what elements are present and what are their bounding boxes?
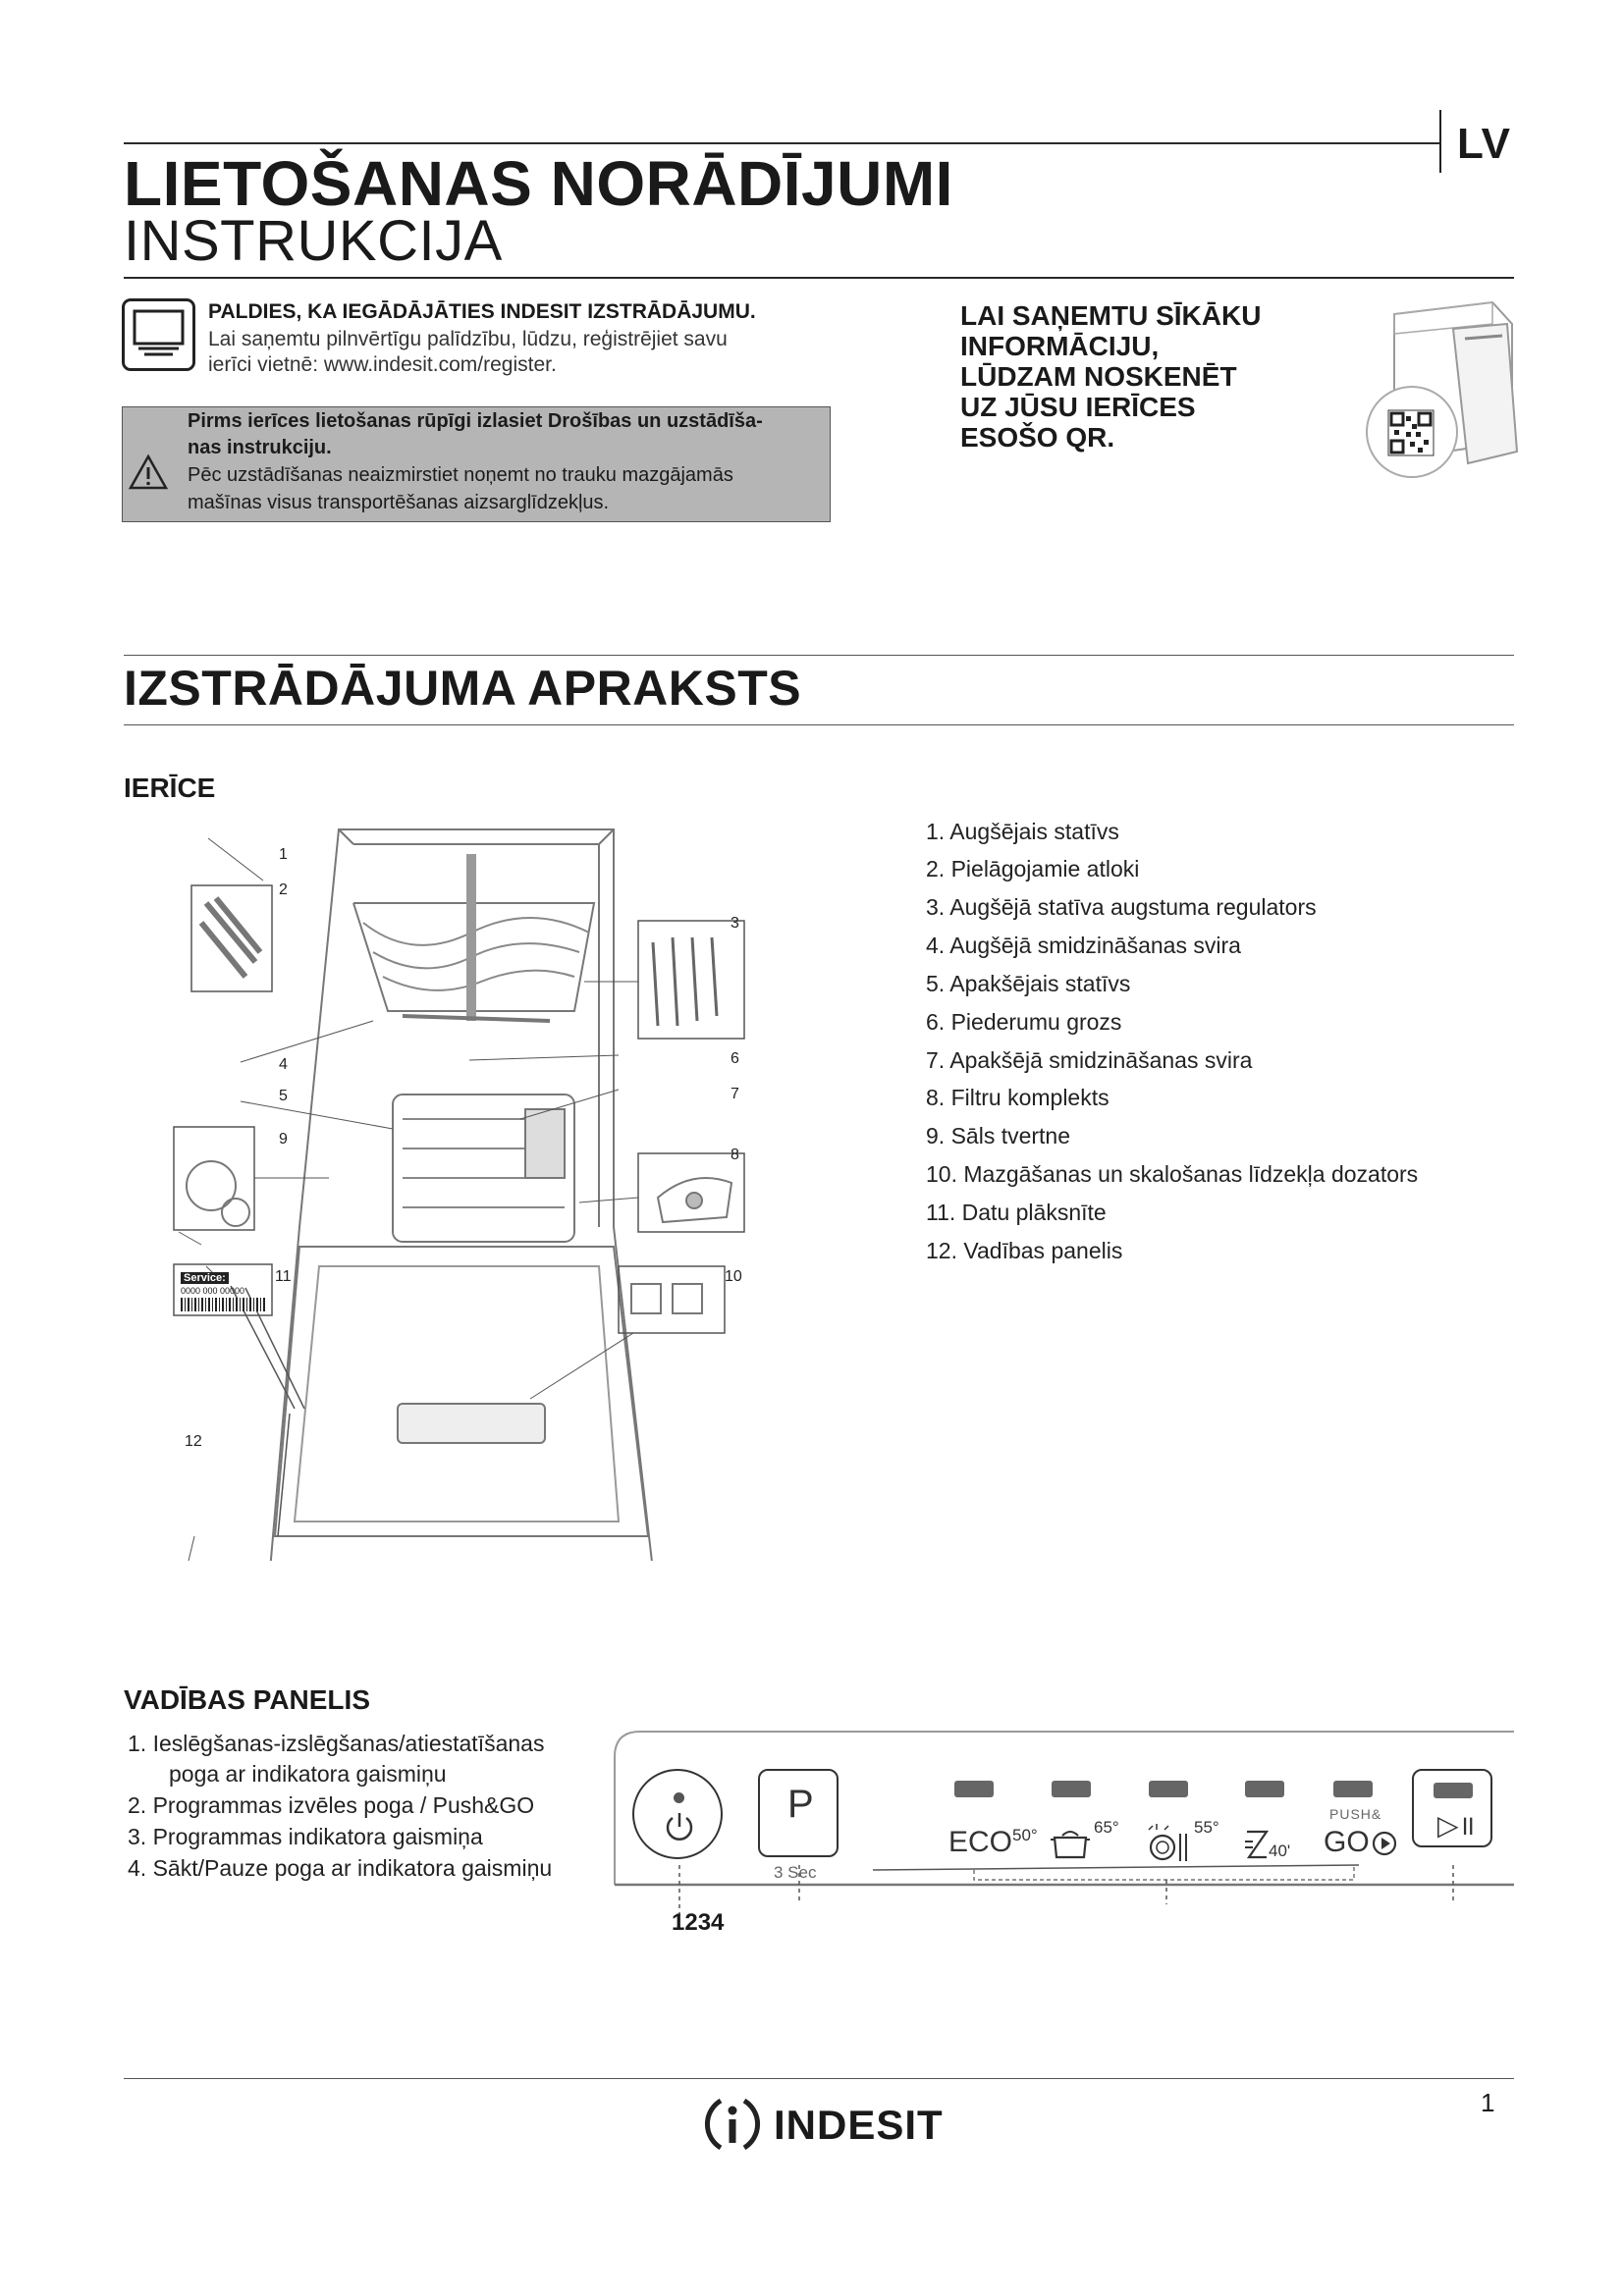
qr-notice-line: LAI SAŅEMTU SĪKĀKU	[960, 300, 1262, 331]
intensive-temperature: 65°	[1094, 1818, 1119, 1837]
eco-program-label	[948, 1826, 1038, 1859]
diagram-label-8: 8	[731, 1147, 739, 1163]
header-bottom-rule	[124, 277, 1514, 279]
program-indicator-led	[1333, 1781, 1373, 1797]
start-pause-indicator-led	[1434, 1783, 1473, 1798]
monitor-icon	[122, 298, 195, 371]
brand-name: INDESIT	[774, 2102, 944, 2148]
program-button-label: P	[787, 1783, 814, 1826]
part-list-item: 8. Filtru komplekts	[926, 1085, 1110, 1110]
hold-duration-label: 3 Sec	[774, 1863, 817, 1882]
control-panel-heading: VADĪBAS PANELIS	[124, 1684, 370, 1715]
section-bottom-rule	[124, 724, 1514, 725]
eco-temperature: 50°	[1012, 1826, 1038, 1844]
eco-text: ECO	[948, 1826, 1013, 1858]
diagram-label-12: 12	[185, 1433, 202, 1450]
part-list-item: 10. Mazgāšanas un skalošanas līdzekļa dozators	[926, 1161, 1419, 1187]
registration-text-1: Lai saņemtu pilnvērtīgu palīdzību, lūdzu, reģistrējiet savu	[208, 328, 728, 350]
dishwasher-diagram	[157, 815, 766, 1561]
control-list-item-4: 4. Sākt/Pauze poga ar indikatora gaismiņu	[128, 1855, 553, 1881]
play-pause-icon: ▷॥	[1437, 1810, 1476, 1841]
page-number: 1	[1481, 2088, 1495, 2117]
program-indicator-led	[1149, 1781, 1188, 1797]
dishes-icon	[1143, 1824, 1190, 1868]
registration-text-2: ierīci vietnē: www.indesit.com/register.	[208, 353, 557, 376]
qr-notice-line: ESOŠO QR.	[960, 422, 1115, 453]
diagram-label-1: 1	[279, 846, 288, 863]
part-list-item: 7. Apakšējā smidzināšanas svira	[926, 1047, 1253, 1073]
control-callout-numbers: 1234	[672, 1909, 725, 1936]
hourglass-icon	[1243, 1830, 1271, 1864]
power-icon	[663, 1810, 696, 1843]
part-list-item: 1. Augšējais statīvs	[926, 819, 1119, 844]
quick-time: 40'	[1269, 1842, 1291, 1860]
qr-notice-line: UZ JŪSU IERĪCES	[960, 392, 1196, 422]
part-list-item: 6. Piederumu grozs	[926, 1009, 1122, 1035]
pot-icon	[1049, 1826, 1092, 1866]
part-list-item: 11. Datu plāksnīte	[926, 1200, 1107, 1225]
diagram-label-7: 7	[731, 1086, 739, 1102]
daily-temperature: 55°	[1194, 1818, 1219, 1837]
page-subtitle: INSTRUKCIJA	[124, 209, 503, 273]
diagram-label-6: 6	[731, 1050, 739, 1067]
warning-icon	[128, 454, 169, 496]
warning-text-1: Pirms ierīces lietošanas rūpīgi izlasiet Drošības un uzstādīša-	[188, 410, 763, 432]
registration-heading: PALDIES, KA IEGĀDĀJĀTIES INDESIT IZSTRĀDĀJUMU.	[208, 300, 756, 323]
page-title: LIETOŠANAS NORĀDĪJUMI	[124, 148, 953, 219]
diagram-label-5: 5	[279, 1088, 288, 1104]
diagram-label-11: 11	[275, 1268, 292, 1285]
part-list-item: 5. Apakšējais statīvs	[926, 971, 1131, 996]
control-list-item-2: 2. Programmas izvēles poga / Push&GO	[128, 1792, 535, 1818]
part-list-item: 4. Augšējā smidzināšanas svira	[926, 933, 1241, 958]
play-circle-icon	[1371, 1830, 1398, 1862]
footer-rule	[124, 2078, 1514, 2079]
push-go-label: GO	[1324, 1826, 1370, 1858]
warning-text-3: Pēc uzstādīšanas neaizmirstiet noņemt no trauku mazgājamās	[188, 464, 733, 486]
service-plate-label: Service:	[181, 1272, 229, 1284]
power-button[interactable]	[632, 1769, 723, 1859]
qr-notice	[960, 300, 1314, 453]
part-list-item: 9. Sāls tvertne	[926, 1123, 1071, 1148]
diagram-label-9: 9	[279, 1131, 288, 1148]
language-code: LV	[1457, 120, 1511, 168]
diagram-label-2: 2	[279, 881, 288, 898]
appliance-heading: IERĪCE	[124, 773, 216, 803]
dishwasher-drawing	[157, 815, 766, 1561]
program-indicator-led	[1052, 1781, 1091, 1797]
diagram-label-3: 3	[731, 915, 739, 932]
section-title: IZSTRĀDĀJUMA APRAKSTS	[124, 661, 802, 716]
control-list-item-1: 1. Ieslēgšanas-izslēgšanas/atiestatīšanas	[128, 1731, 545, 1756]
dishwasher-qr-illustration	[1355, 294, 1522, 486]
warning-text-4: mašīnas visus transportēšanas aizsarglīdzekļus.	[188, 492, 610, 513]
warning-text-2: nas instrukciju.	[188, 437, 332, 458]
program-button[interactable]	[758, 1769, 839, 1857]
push-go-caption: PUSH&	[1329, 1806, 1382, 1822]
indesit-logo-icon	[701, 2093, 764, 2161]
part-list-item: 2. Pielāgojamie atloki	[926, 856, 1140, 881]
part-list-item: 12. Vadības panelis	[926, 1238, 1123, 1263]
program-indicator-led	[954, 1781, 994, 1797]
qr-notice-line: LŪDZAM NOSKENĒT	[960, 361, 1237, 392]
control-list-item-3: 3. Programmas indikatora gaismiņa	[128, 1824, 483, 1849]
qr-notice-line: INFORMĀCIJU,	[960, 331, 1160, 361]
control-list-item-1b: poga ar indikatora gaismiņu	[169, 1761, 447, 1787]
start-pause-button[interactable]	[1412, 1769, 1492, 1847]
part-list-item: 3. Augšējā statīva augstuma regulators	[926, 894, 1317, 920]
language-divider	[1439, 110, 1441, 173]
barcode-icon	[181, 1298, 267, 1311]
section-top-rule	[124, 655, 1514, 656]
diagram-label-4: 4	[279, 1056, 288, 1073]
program-indicator-led	[1245, 1781, 1284, 1797]
service-plate-code: 0000 000 00000	[181, 1286, 245, 1296]
diagram-label-10: 10	[725, 1268, 742, 1285]
power-indicator-led	[674, 1792, 684, 1803]
control-panel-drawing	[613, 1728, 1516, 1944]
header-top-rule	[124, 142, 1439, 144]
